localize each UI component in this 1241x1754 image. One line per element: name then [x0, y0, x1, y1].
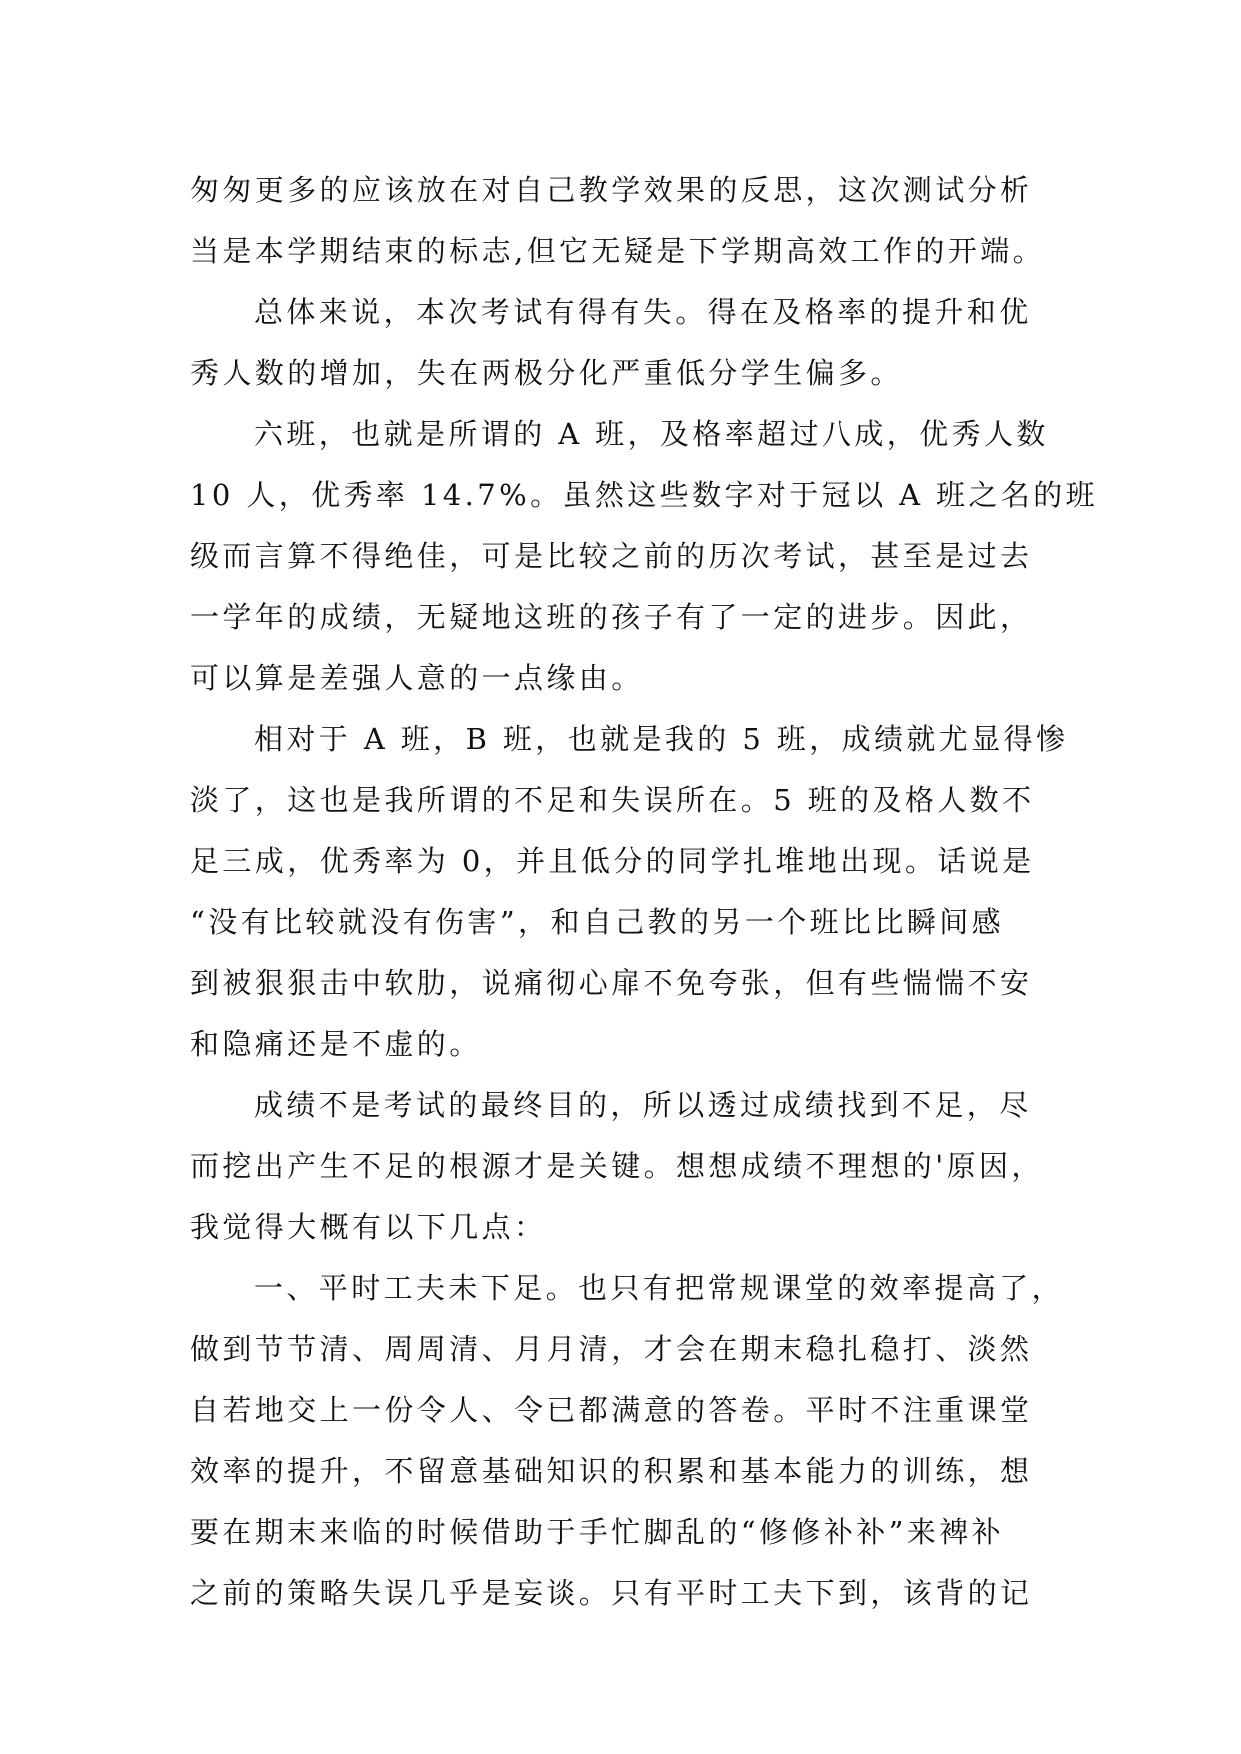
text-line: 足三成，优秀率为 0，并且低分的同学扎堆地出现。话说是: [190, 844, 1035, 878]
paragraph: [190, 282, 1090, 404]
text-line: 而挖出产生不足的根源才是关键。想想成绩不理想的'原因，: [190, 1149, 1044, 1183]
text-line: 匆匆更多的应该放在对自己教学效果的反思，这次测试分析: [190, 173, 1033, 207]
text-line: 相对于 A 班，B 班，也就是我的 5 班，成绩就尤显得惨: [254, 722, 1069, 756]
text-line: 可以算是差强人意的一点缘由。: [190, 661, 644, 695]
text-line: 之前的策略失误几乎是妄谈。只有平时工夫下到，该背的记: [190, 1576, 1033, 1610]
text-line: 效率的提升，不留意基础知识的积累和基本能力的训练，想: [190, 1454, 1033, 1488]
paragraph: [190, 1075, 1090, 1258]
text-line: 当是本学期结束的标志,但它无疑是下学期高效工作的开端。: [190, 234, 1046, 268]
text-line: 秀人数的增加，失在两极分化严重低分学生偏多。: [190, 356, 903, 390]
paragraph: [190, 404, 1099, 709]
text-line: 和隐痛还是不虚的。: [190, 1027, 482, 1061]
text-line: 总体来说，本次考试有得有失。得在及格率的提升和优: [254, 295, 1032, 329]
text-line: 10 人，优秀率 14.7%。虽然这些数字对于冠以 A 班之名的班: [190, 478, 1099, 512]
text-line: “没有比较就没有伤害”，和自己教的另一个班比比瞬间感: [190, 905, 1005, 939]
text-line: 我觉得大概有以下几点：: [190, 1210, 547, 1244]
text-line: 一、平时工夫未下足。也只有把常规课堂的效率提高了，: [254, 1271, 1065, 1305]
text-line: 六班，也就是所谓的 A 班，及格率超过八成，优秀人数: [254, 417, 1049, 451]
text-line: 自若地交上一份令人、令已都满意的答卷。平时不注重课堂: [190, 1393, 1033, 1427]
text-line: 要在期末来临的时候借助于手忙脚乱的“修修补补”来裨补: [190, 1515, 1005, 1549]
text-line: 淡了，这也是我所谓的不足和失误所在。5 班的及格人数不: [190, 783, 1035, 817]
paragraph: [190, 1258, 1090, 1624]
text-line: 到被狠狠击中软肋，说痛彻心扉不免夸张，但有些惴惴不安: [190, 966, 1033, 1000]
paragraph: [190, 709, 1090, 1075]
paragraph: [190, 160, 1090, 282]
text-line: 一学年的成绩，无疑地这班的孩子有了一定的进步。因此，: [190, 600, 1033, 634]
document-body: [190, 160, 1099, 1624]
text-line: 成绩不是考试的最终目的，所以透过成绩找到不足，尽: [254, 1088, 1032, 1122]
text-line: 做到节节清、周周清、月月清，才会在期末稳扎稳打、淡然: [190, 1332, 1033, 1366]
text-line: 级而言算不得绝佳，可是比较之前的历次考试，甚至是过去: [190, 539, 1033, 573]
